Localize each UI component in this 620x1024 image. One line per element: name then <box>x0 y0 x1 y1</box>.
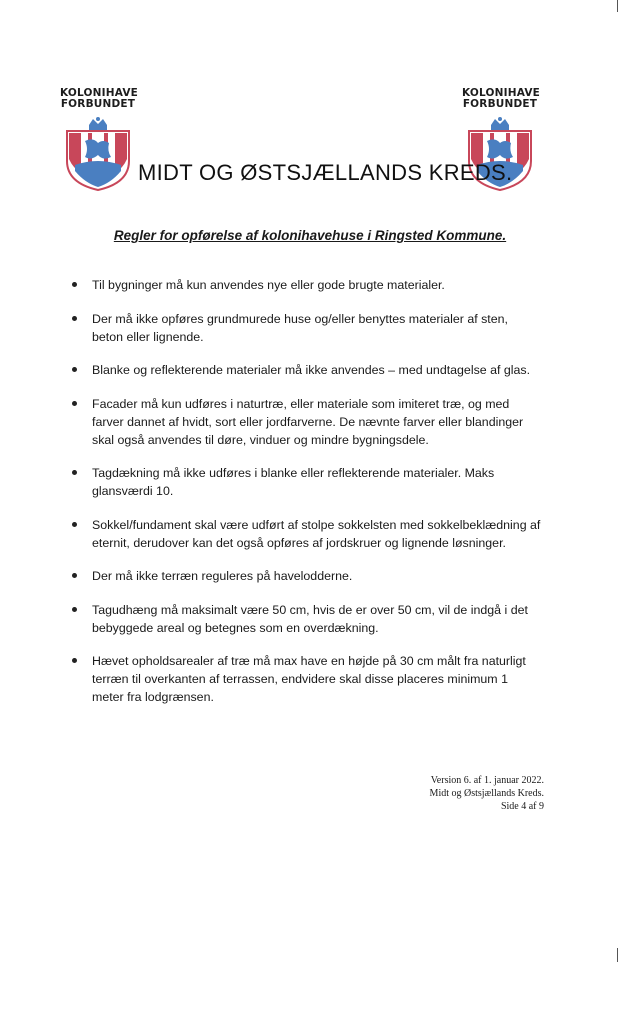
logo-text-line2: FORBUNDET <box>60 98 136 110</box>
rule-item: Tagdækning må ikke udføres i blanke eller reflekterende materialer. Maks glansværdi 10. <box>72 464 542 500</box>
rule-item: Blanke og reflekterende materialer må ikke anvendes – med undtagelse af glas. <box>72 361 542 379</box>
scan-edge-mark <box>617 948 618 962</box>
logo-text-line1: KOLONIHAVE <box>60 87 139 99</box>
logo-text-line2: FORBUNDET <box>462 98 538 110</box>
document-title: Regler for opførelse af kolonihavehuse i Ringsted Kommune. <box>113 228 507 243</box>
rule-item: Til bygninger må kun anvendes nye eller gode brugte materialer. <box>72 276 542 294</box>
kreds-title: MIDT OG ØSTSJÆLLANDS KREDS. <box>138 160 513 185</box>
rule-item: Facader må kun udføres i naturtræ, eller materiale som imiteret træ, og med farver dannet af hvidt, sort eller jordfarverne. De nævnte farver eller blandinger skal også anvendes til døre, vinduer og mindre bygningsdele. <box>72 395 542 449</box>
footer-org: Midt og Østsjællands Kreds. <box>429 788 544 799</box>
rule-item: Sokkel/fundament skal være udført af stolpe sokkelsten med sokkelbeklædning af eternit, derudover kan det også opføres af jordskruer og lignende løsninger. <box>72 516 542 552</box>
footer <box>430 774 544 813</box>
rule-item: Der må ikke terræn reguleres på havelodderne. <box>72 567 542 585</box>
rule-item: Der må ikke opføres grundmurede huse og/eller benyttes materialer af sten, beton eller lignende. <box>72 310 542 346</box>
crest-icon <box>63 113 133 191</box>
footer-page: Side 4 af 9 <box>500 801 544 812</box>
scan-edge-mark <box>617 0 618 12</box>
logo-left <box>60 87 139 191</box>
footer-version: Version 6. af 1. januar 2022. <box>430 775 544 786</box>
rule-item: Tagudhæng må maksimalt være 50 cm, hvis de er over 50 cm, vil de indgå i det bebyggede areal og betegnes som en overdækning. <box>72 601 542 637</box>
rule-item: Hævet opholdsarealer af træ må max have en højde på 30 cm målt fra naturligt terræn til overkanten af terrassen, endvidere skal disse placeres minimum 1 meter fra lodgrænsen. <box>72 652 542 706</box>
logo-text-line1: KOLONIHAVE <box>462 87 541 99</box>
rules-list <box>72 276 542 722</box>
